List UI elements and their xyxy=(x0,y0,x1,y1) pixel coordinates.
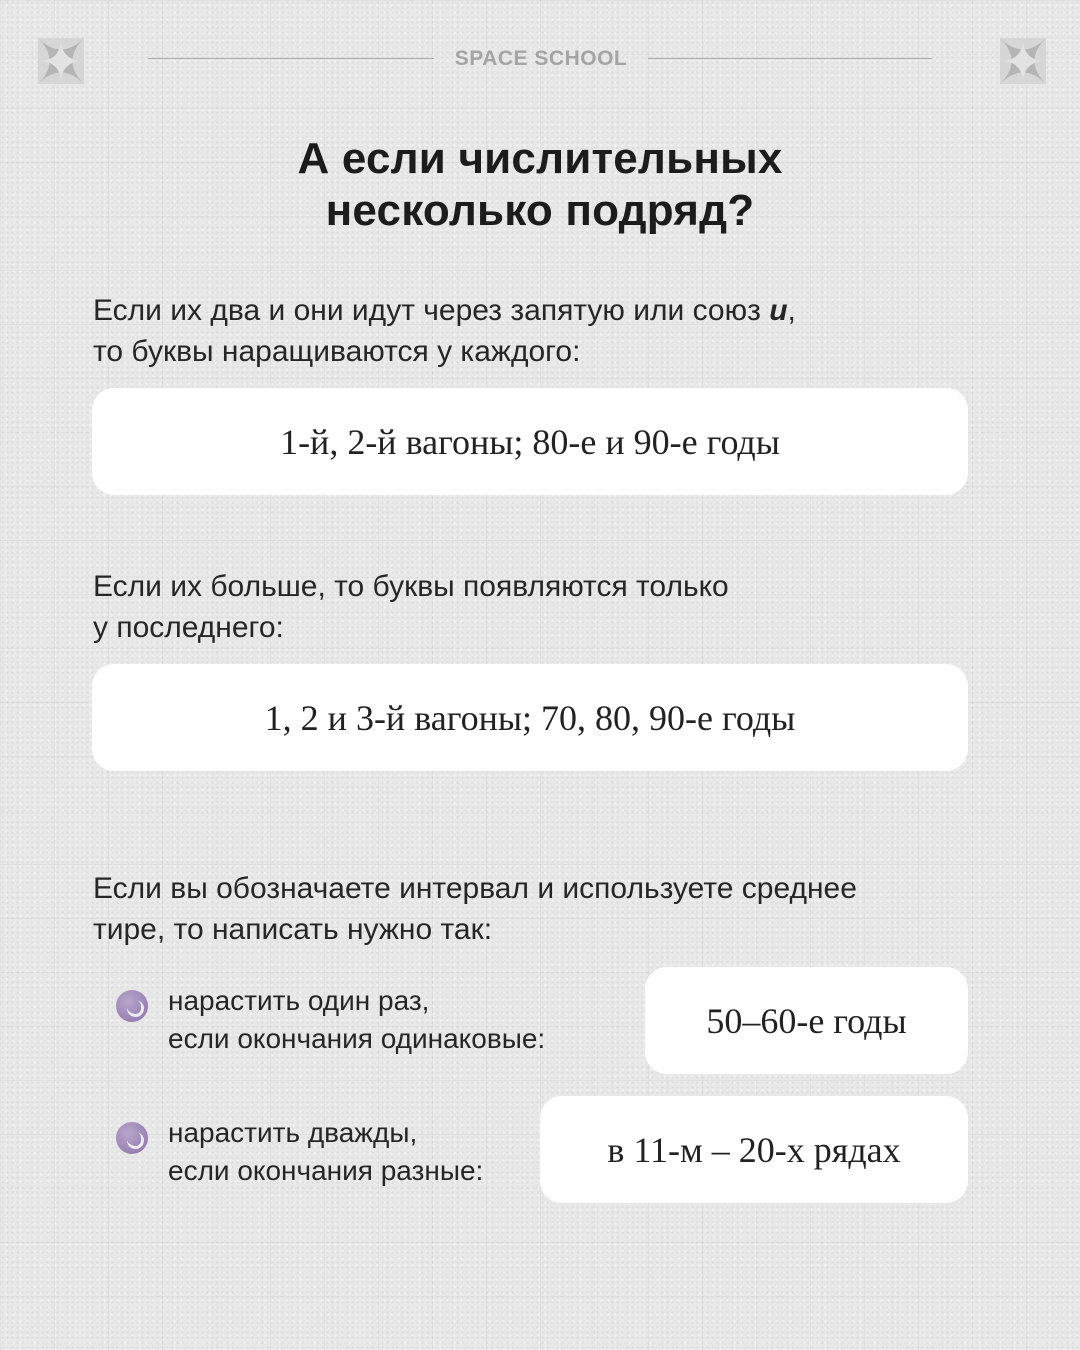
page-title-line-1: А если числительных xyxy=(297,134,783,183)
section-3-line-1: Если вы обозначаете интервал и используете среднее xyxy=(93,872,857,905)
example-card-1 xyxy=(92,388,968,495)
section-2-line-1: Если их больше, то буквы появляются только xyxy=(93,570,729,603)
sparkle-star-icon xyxy=(1000,38,1046,84)
section-1-text xyxy=(93,290,993,372)
section-3-text xyxy=(93,868,993,950)
example-text: 1, 2 и 3-й вагоны; 70, 80, 90-е годы xyxy=(264,697,796,738)
page-title xyxy=(0,133,1080,237)
section-2-text xyxy=(93,566,993,648)
bullet-line-2: если окончания одинаковые: xyxy=(168,1023,546,1054)
header-divider-left xyxy=(148,58,434,59)
example-text: в 11-м – 20-х рядах xyxy=(607,1129,901,1170)
page-title-line-2: несколько подряд? xyxy=(325,186,755,235)
section-1-line-1: Если их два и они идут через запятую или союз и, xyxy=(93,294,796,327)
section-3-line-2: тире, то написать нужно так: xyxy=(93,913,493,946)
bullet-circle-icon xyxy=(116,990,148,1022)
bullet-circle-icon xyxy=(116,1122,148,1154)
brand-name: SPACE SCHOOL xyxy=(454,47,628,70)
header-divider-right xyxy=(648,58,932,59)
example-text: 1-й, 2-й вагоны; 80-е и 90-е годы xyxy=(280,421,780,462)
example-text: 50–60-е годы xyxy=(706,1000,907,1041)
section-2-line-2: у последнего: xyxy=(93,611,284,644)
bullet-text xyxy=(168,982,628,1058)
bullet-line-1: нарастить один раз, xyxy=(168,985,430,1016)
bullet-line-2: если окончания разные: xyxy=(168,1155,484,1186)
example-card-4 xyxy=(540,1096,968,1203)
conjunction-emphasis: и xyxy=(769,294,788,327)
bullet-line-1: нарастить дважды, xyxy=(168,1117,418,1148)
example-card-3 xyxy=(645,967,968,1074)
sparkle-star-icon xyxy=(38,38,84,84)
example-card-2 xyxy=(92,664,968,771)
section-1-line-2: то буквы наращиваются у каждого: xyxy=(93,335,581,368)
